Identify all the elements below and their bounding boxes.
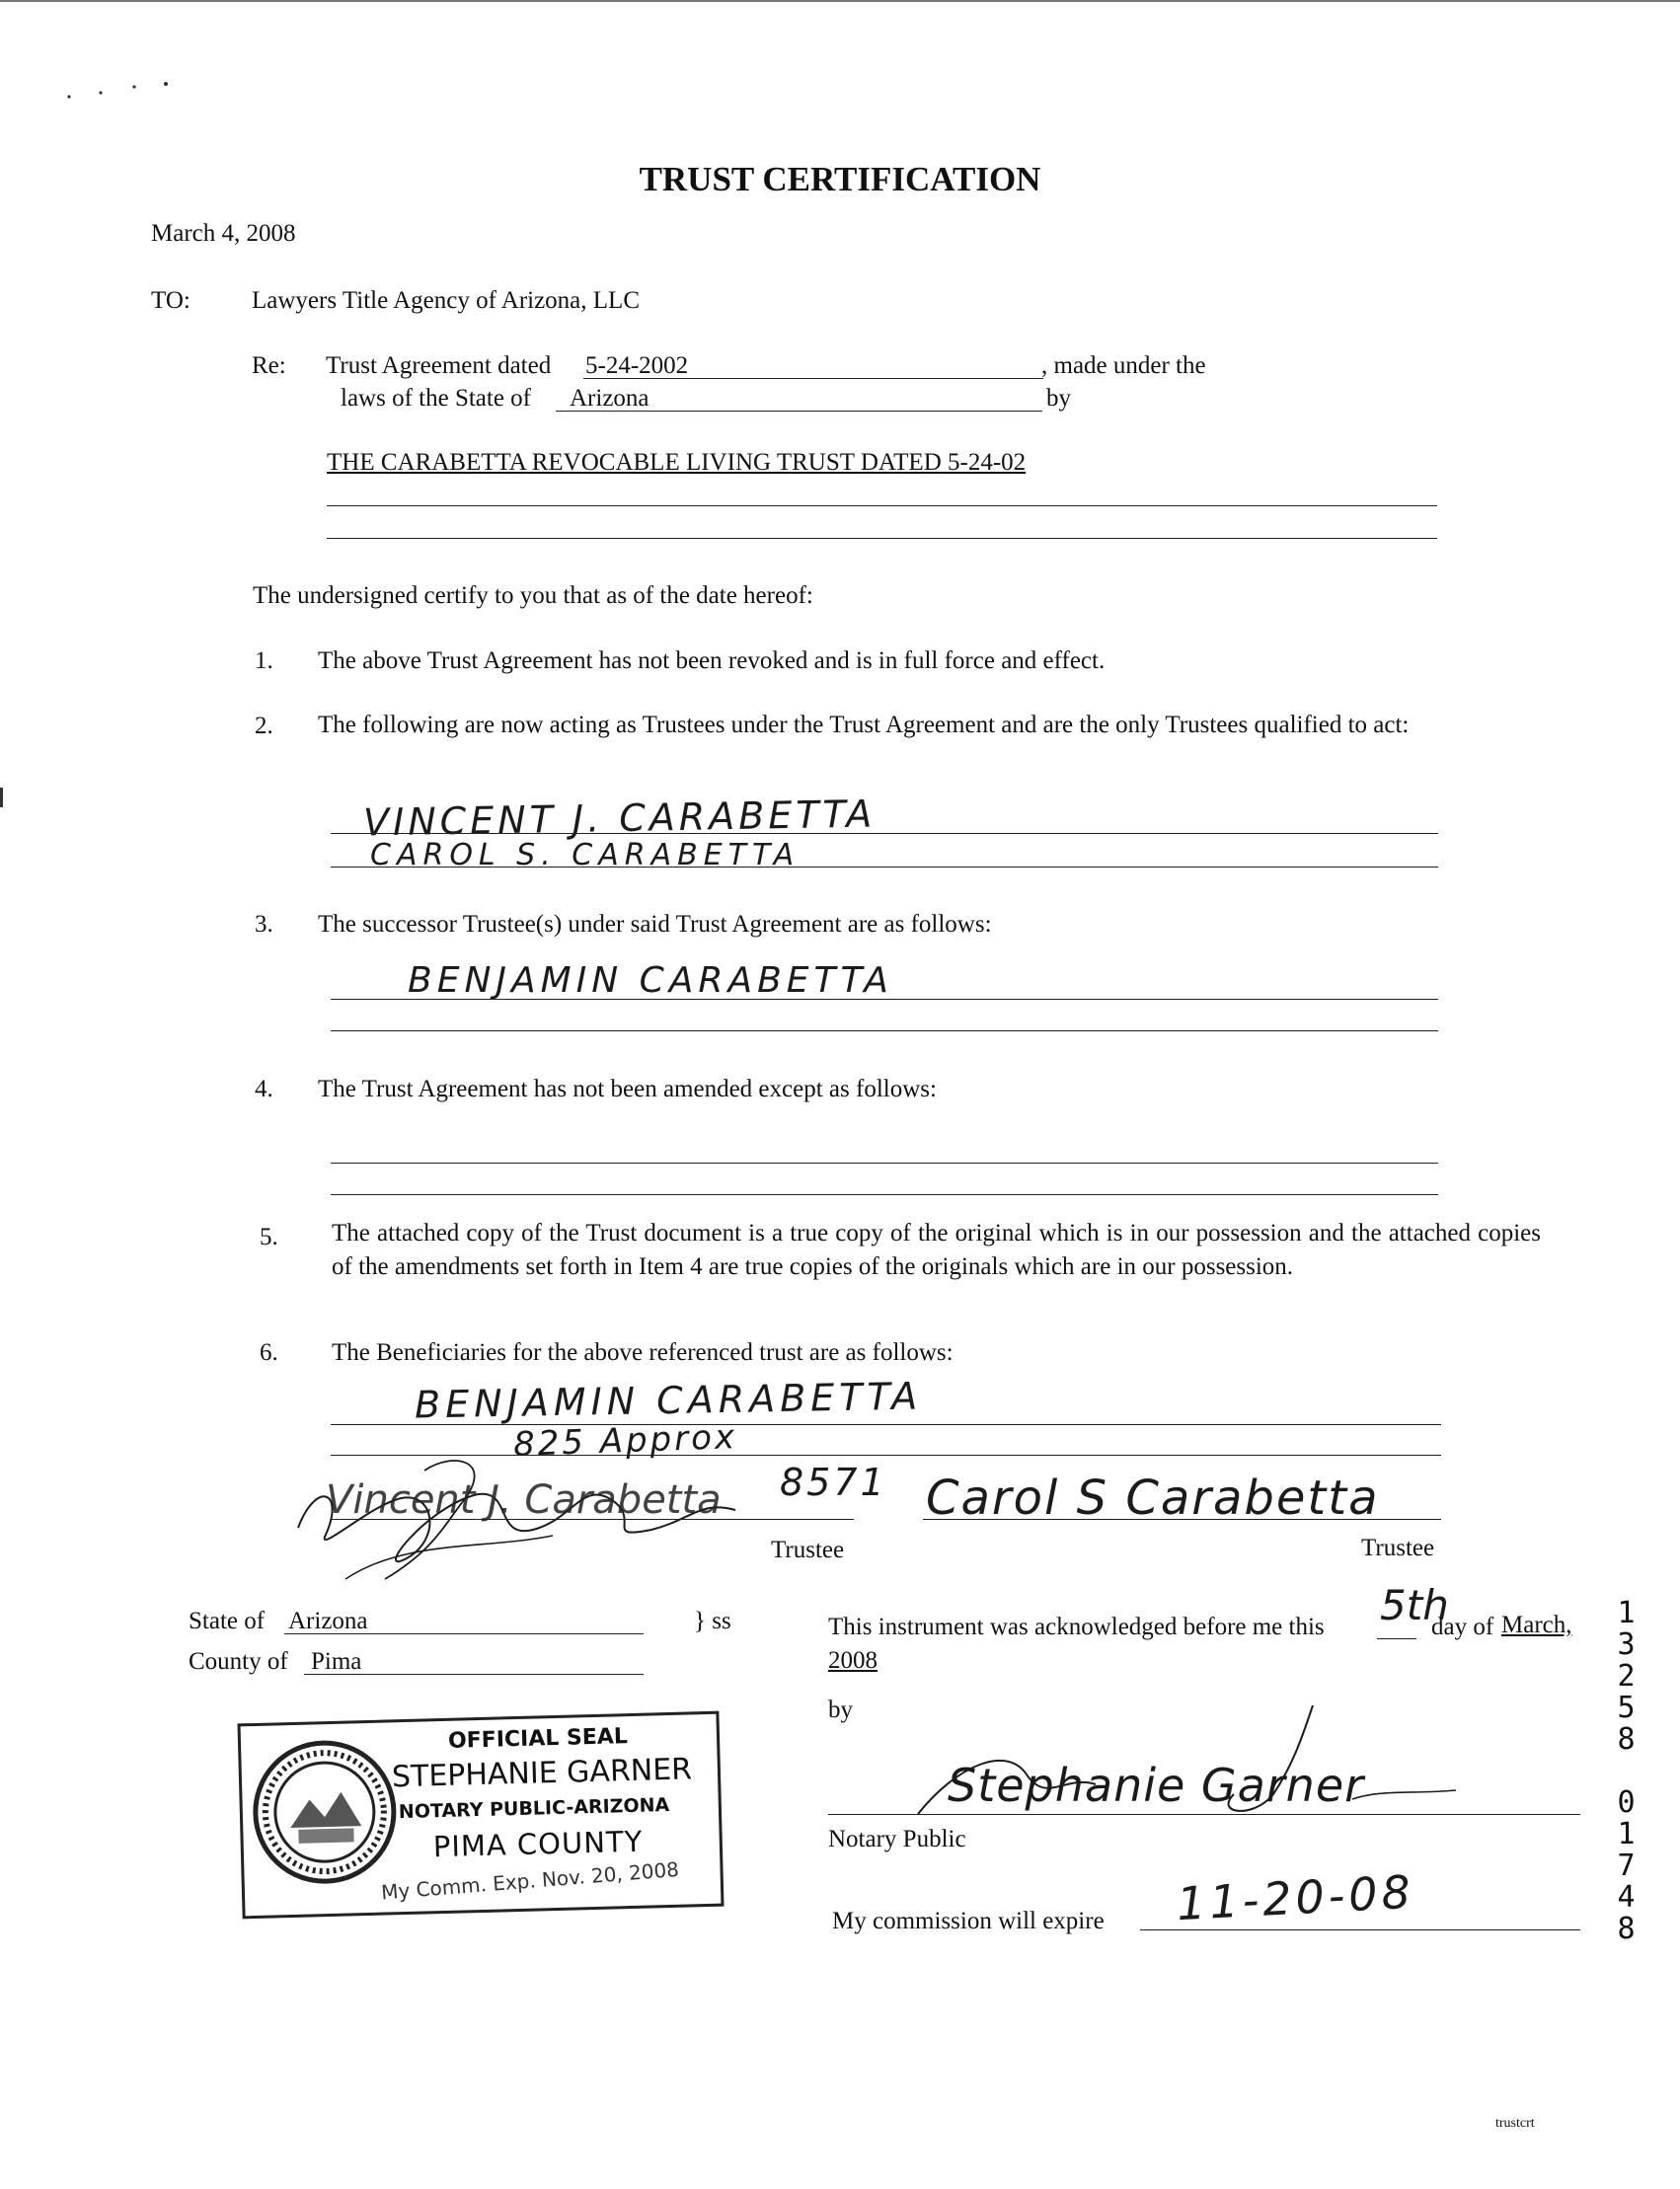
to-recipient: Lawyers Title Agency of Arizona, LLC — [252, 287, 640, 314]
re-line1-suffix: , made under the — [1041, 352, 1206, 379]
state-value: Arizona — [288, 1608, 368, 1634]
trust-name-line-2 — [327, 505, 1437, 506]
successor-line-2 — [331, 1030, 1438, 1031]
notary-seal — [237, 1711, 724, 1920]
venue-ss: } ss — [694, 1608, 731, 1634]
commission-underline — [1140, 1929, 1580, 1930]
item-2-text: The following are now acting as Trustees under the Trust Agreement and are the only Trustees qualified to act: — [318, 712, 1410, 738]
item-4-number: 4. — [255, 1076, 273, 1102]
re-state: Arizona — [570, 385, 649, 412]
trustee-name-2: CAROL S. CARABETTA — [370, 838, 801, 872]
successor-line-1 — [331, 999, 1438, 1000]
trustee-signature-right: Carol S Carabetta — [926, 1471, 1380, 1526]
re-label: Re: — [252, 352, 286, 379]
commission-date: 11-20-08 — [1175, 1864, 1416, 1931]
beneficiary-note: 825 Approx — [512, 1417, 738, 1465]
scan-top-edge — [0, 0, 1680, 2]
item-5-text: The attached copy of the Trust document is a true copy of the original which is in our possession and the attached copies of the amendments set forth in Item 4 are true copies of the originals which are in our possession. — [332, 1220, 1541, 1280]
item-3-text: The successor Trustee(s) under said Trust Agreement are as follows: — [318, 911, 992, 938]
amendment-line-1 — [331, 1163, 1438, 1164]
amendment-line-2 — [331, 1194, 1438, 1195]
ack-day: 5th — [1380, 1581, 1449, 1629]
re-line2-suffix: by — [1046, 385, 1071, 412]
re-date-underline — [583, 378, 1043, 379]
certification-intro: The undersigned certify to you that as of the date hereof: — [253, 582, 813, 609]
ack-day-underline — [1377, 1638, 1416, 1639]
notary-signature: Stephanie Garner — [948, 1759, 1365, 1812]
ack-day-of: day of — [1431, 1614, 1494, 1640]
ack-month: March, — [1501, 1612, 1572, 1638]
trustee-name-1: VINCENT J. CARABETTA — [362, 792, 877, 845]
seal-line-5: My Comm. Exp. Nov. 20, 2008 — [380, 1856, 680, 1905]
state-label: State of — [189, 1608, 266, 1634]
item-6-text: The Beneficiaries for the above referenced trust are as follows: — [332, 1339, 954, 1366]
trustee-signature-line-left — [331, 1519, 854, 1520]
notary-signature-line — [828, 1814, 1580, 1815]
re-trust-date: 5-24-2002 — [585, 352, 689, 379]
beneficiary-name: BENJAMIN CARABETTA — [414, 1374, 923, 1427]
document-date: March 4, 2008 — [151, 220, 296, 247]
to-label: TO: — [151, 287, 191, 314]
seal-line-4: PIMA COUNTY — [432, 1824, 644, 1864]
trustee-label-right: Trustee — [1361, 1535, 1435, 1561]
trustee-line-2 — [331, 867, 1438, 868]
seal-line-2: STEPHANIE GARNER — [391, 1752, 693, 1795]
item-2-number: 2. — [255, 713, 273, 739]
scan-specks — [39, 69, 188, 109]
scan-left-mark — [0, 788, 3, 807]
trustee-signature-left: Vincent J. Carabetta — [326, 1477, 722, 1523]
item-1-text: The above Trust Agreement has not been revoked and is in full force and effect. — [318, 647, 1106, 674]
notary-label: Notary Public — [828, 1826, 966, 1852]
item-5-number: 5. — [260, 1224, 278, 1250]
item-1-number: 1. — [255, 647, 273, 674]
state-underline — [284, 1633, 644, 1634]
ack-year: 2008 — [828, 1647, 878, 1674]
item-6-number: 6. — [260, 1339, 278, 1366]
beneficiary-note-2: 8571 — [780, 1461, 887, 1504]
re-line2-prefix: laws of the State of — [341, 385, 532, 412]
re-line1-prefix: Trust Agreement dated — [326, 352, 552, 379]
seal-line-1: OFFICIAL SEAL — [447, 1724, 629, 1754]
trust-name-line-3 — [327, 538, 1437, 539]
county-label: County of — [189, 1648, 288, 1675]
trustee-signature-line-right — [923, 1519, 1441, 1520]
by-label: by — [828, 1697, 853, 1723]
commission-label: My commission will expire — [832, 1908, 1105, 1934]
county-underline — [304, 1674, 644, 1675]
beneficiary-line-1 — [331, 1424, 1441, 1425]
re-state-underline — [556, 411, 1042, 412]
recording-number: 13258 01748 — [1609, 1596, 1643, 1943]
item-3-number: 3. — [255, 911, 273, 938]
county-value: Pima — [311, 1648, 362, 1675]
trustee-line-1 — [331, 833, 1438, 834]
arizona-seal-emblem — [249, 1736, 401, 1888]
successor-trustee-name: BENJAMIN CARABETTA — [408, 960, 893, 1001]
item-4-text: The Trust Agreement has not been amended except as follows: — [318, 1076, 937, 1102]
document-title: TRUST CERTIFICATION — [639, 160, 1041, 198]
footer-code: trustcrt — [1495, 2116, 1535, 2131]
ack-text: This instrument was acknowledged before me this — [828, 1614, 1325, 1640]
trust-name: THE CARABETTA REVOCABLE LIVING TRUST DATED 5-24-02 — [327, 449, 1027, 476]
seal-line-3: NOTARY PUBLIC-ARIZONA — [398, 1793, 670, 1824]
trustee-label-left: Trustee — [771, 1537, 845, 1563]
